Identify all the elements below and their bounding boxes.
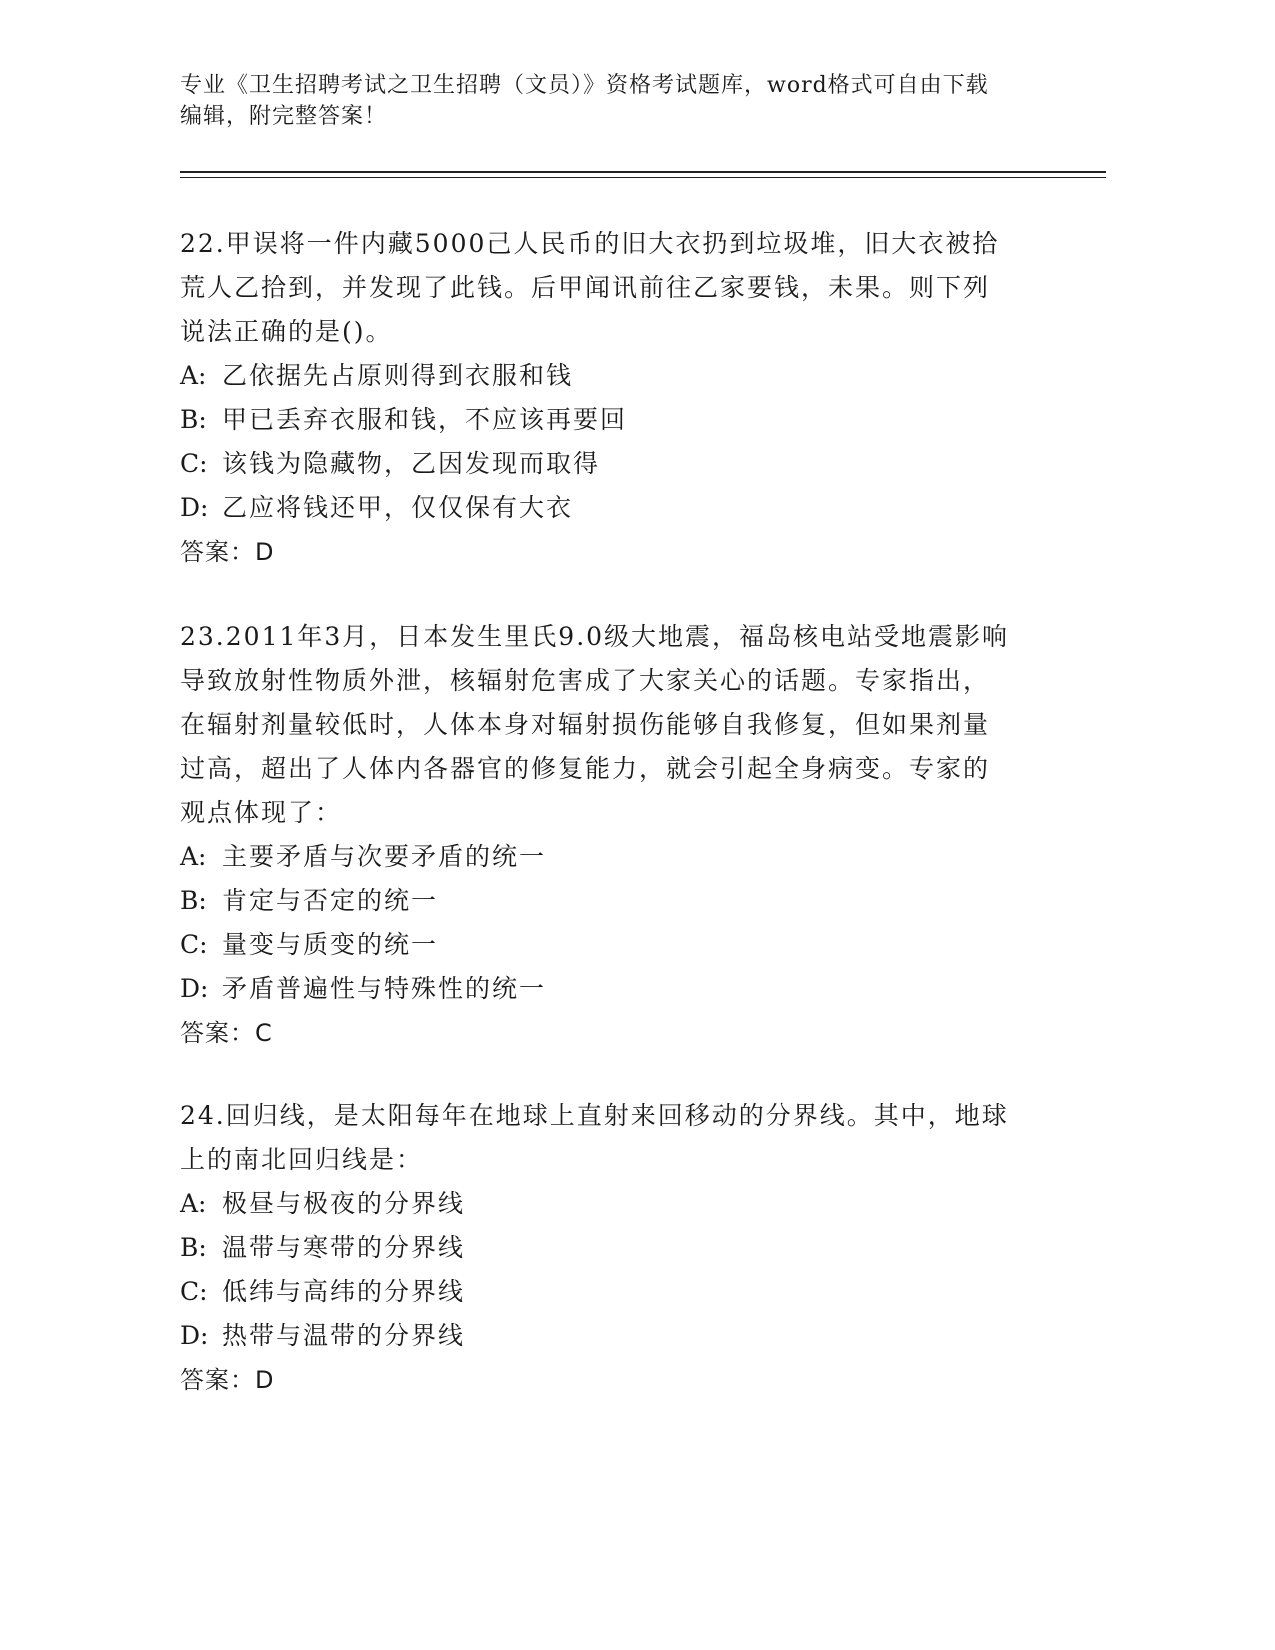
option-text: 极昼与极夜的分界线 bbox=[222, 1189, 466, 1218]
question-stem-line: 过高，超出了人体内各器官的修复能力，就会引起全身病变。专家的 bbox=[180, 754, 991, 783]
question-stem-line: 在辐射剂量较低时，人体本身对辐射损伤能够自我修复，但如果剂量 bbox=[180, 710, 991, 739]
option-key: B: bbox=[180, 1233, 207, 1262]
option-text: 低纬与高纬的分界线 bbox=[222, 1277, 466, 1306]
option-key: B: bbox=[180, 886, 207, 915]
header-divider-thick bbox=[180, 171, 1106, 173]
option-c bbox=[180, 923, 1040, 967]
option-a bbox=[180, 835, 1040, 879]
option-key: D: bbox=[180, 1321, 209, 1350]
header-line-2: 编辑，附完整答案！ bbox=[180, 104, 388, 129]
option-c bbox=[180, 1270, 1040, 1314]
option-key: A: bbox=[180, 361, 207, 390]
header-divider-thin bbox=[180, 177, 1106, 178]
option-d bbox=[180, 486, 1040, 530]
option-text: 肯定与否定的统一 bbox=[222, 886, 439, 915]
question-stem-line: 24.回归线，是太阳每年在地球上直射来回移动的分界线。其中，地球 bbox=[180, 1101, 1009, 1130]
option-d bbox=[180, 967, 1040, 1011]
answer-line: 答案：D bbox=[180, 1366, 275, 1394]
option-b bbox=[180, 879, 1040, 923]
answer-line: 答案：C bbox=[180, 1019, 273, 1047]
option-text: 热带与温带的分界线 bbox=[222, 1321, 466, 1350]
option-text: 量变与质变的统一 bbox=[222, 930, 439, 959]
option-key: A: bbox=[180, 842, 207, 871]
question-stem-line: 22.甲误将一件内藏5000己人民币的旧大衣扔到垃圾堆，旧大衣被拾 bbox=[180, 229, 1000, 258]
option-key: C: bbox=[180, 930, 208, 959]
question-stem-line: 导致放射性物质外泄，核辐射危害成了大家关心的话题。专家指出， bbox=[180, 666, 991, 695]
question-22 bbox=[180, 222, 1040, 574]
option-key: C: bbox=[180, 449, 208, 478]
option-key: B: bbox=[180, 405, 207, 434]
option-text: 该钱为隐藏物，乙因发现而取得 bbox=[222, 449, 601, 478]
document-header bbox=[180, 70, 1080, 132]
option-text: 主要矛盾与次要矛盾的统一 bbox=[222, 842, 547, 871]
option-key: D: bbox=[180, 493, 209, 522]
option-a bbox=[180, 354, 1040, 398]
option-text: 乙应将钱还甲，仅仅保有大衣 bbox=[222, 493, 574, 522]
option-c bbox=[180, 442, 1040, 486]
question-stem-line: 观点体现了： bbox=[180, 798, 343, 827]
option-text: 矛盾普遍性与特殊性的统一 bbox=[222, 974, 547, 1003]
question-24 bbox=[180, 1094, 1040, 1402]
option-a bbox=[180, 1182, 1040, 1226]
option-b bbox=[180, 1226, 1040, 1270]
option-d bbox=[180, 1314, 1040, 1358]
option-text: 甲已丢弃衣服和钱，不应该再要回 bbox=[222, 405, 628, 434]
question-stem-line: 上的南北回归线是： bbox=[180, 1145, 424, 1174]
option-b bbox=[180, 398, 1040, 442]
option-key: C: bbox=[180, 1277, 208, 1306]
question-stem-line: 23.2011年3月，日本发生里氏9.0级大地震，福岛核电站受地震影响 bbox=[180, 622, 1010, 651]
option-text: 温带与寒带的分界线 bbox=[222, 1233, 466, 1262]
header-line-1: 专业《卫生招聘考试之卫生招聘（文员）》资格考试题库，word格式可自由下载 bbox=[180, 73, 989, 98]
option-key: D: bbox=[180, 974, 209, 1003]
option-text: 乙依据先占原则得到衣服和钱 bbox=[222, 361, 574, 390]
question-stem-line: 说法正确的是()。 bbox=[180, 317, 393, 346]
answer-line: 答案：D bbox=[180, 538, 275, 566]
option-key: A: bbox=[180, 1189, 207, 1218]
question-stem-line: 荒人乙拾到，并发现了此钱。后甲闻讯前往乙家要钱，未果。则下列 bbox=[180, 273, 991, 302]
question-23 bbox=[180, 615, 1040, 1055]
